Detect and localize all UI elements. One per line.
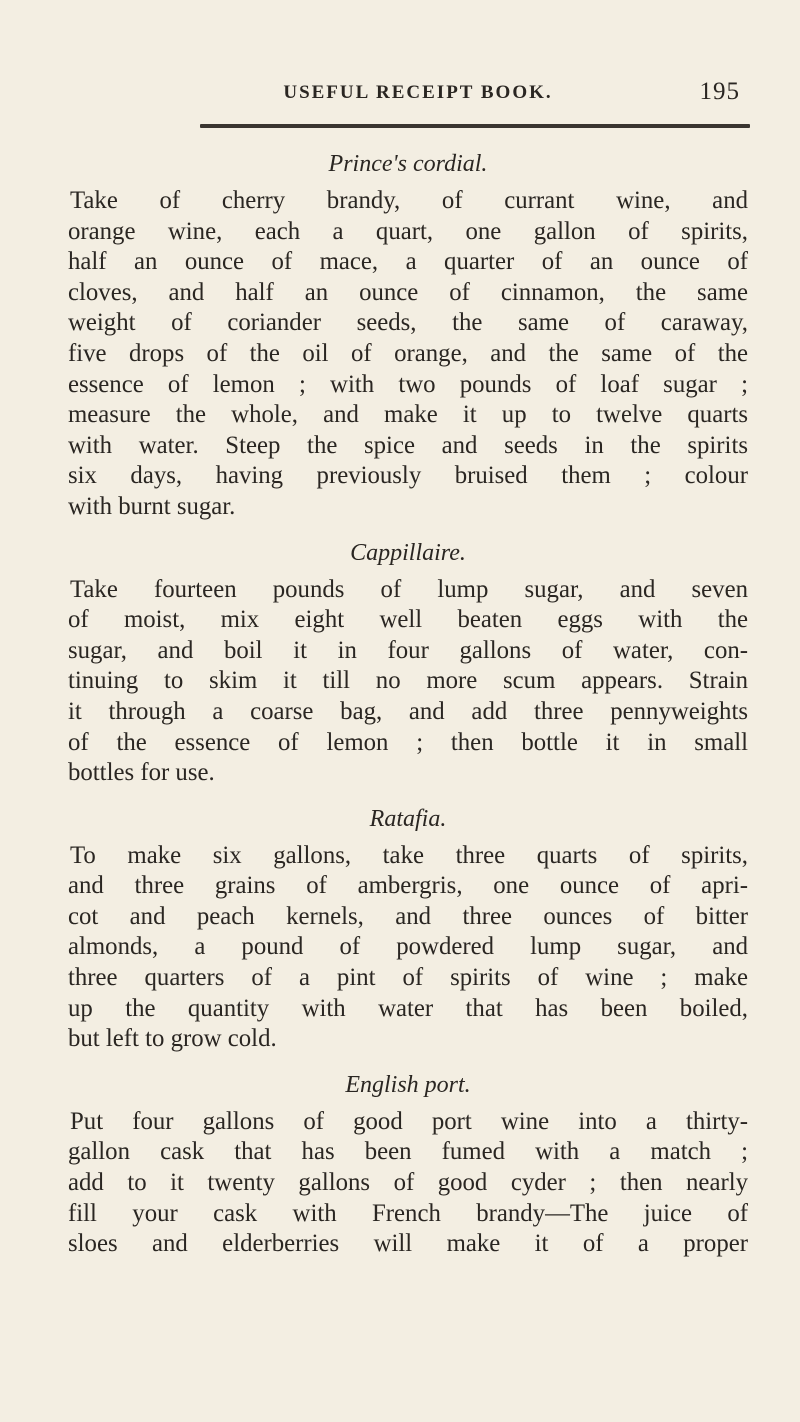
text-line: of moist, mix eight well beaten eggs with the [68,606,748,634]
text-line: gallon cask that has been fumed with a match ; [68,1138,748,1166]
text-line: three quarters of a pint of spirits of wine ; make [68,964,748,992]
recipe-heading: Prince's cordial. [328,151,488,177]
recipe-paragraph [68,841,748,1055]
recipe-section-cappillaire [68,537,748,789]
text-line: weight of coriander seeds, the same of caraway, [68,309,748,337]
text-line: bottles for use. [68,759,215,787]
recipe-paragraph [68,186,748,523]
text-line: Take of cherry brandy, of currant wine, and [70,187,748,214]
text-line: Put four gallons of good port wine into a thirty- [70,1107,748,1135]
text-line: and three grains of ambergris, one ounce of apri- [68,872,748,900]
text-line: almonds, a pound of powdered lump sugar, and [68,933,748,961]
text-line: sugar, and boil it in four gallons of water, con- [68,636,748,664]
text-line: cloves, and half an ounce of cinnamon, the same [68,278,748,306]
running-title: USEFUL RECEIPT BOOK. [283,82,553,103]
page-number: 195 [699,78,740,105]
recipe-section-english-port [68,1069,748,1260]
header-rule [200,124,750,128]
text-line: fill your cask with French brandy—The juice of [68,1199,748,1227]
text-line: six days, having previously bruised them ; colour [68,462,748,490]
recipe-heading: English port. [345,1071,471,1098]
text-line: up the quantity with water that has been boiled, [68,994,748,1022]
recipe-paragraph [68,575,748,789]
recipe-text [68,148,748,1274]
text-line: cot and peach kernels, and three ounces of bitter [68,902,748,930]
text-line: Take fourteen pounds of lump sugar, and seven [70,575,748,603]
text-line: measure the whole, and make it up to twelve quarts [68,401,748,429]
text-line: of the essence of lemon ; then bottle it in small [68,728,748,756]
text-line: with water. Steep the spice and seeds in the spirits [68,431,748,459]
text-line: add to it twenty gallons of good cyder ; then nearly [68,1169,748,1197]
text-line: sloes and elderberries will make it of a proper [68,1230,748,1258]
text-line: tinuing to skim it till no more scum appears. Strain [68,667,748,695]
text-line: it through a coarse bag, and add three pennyweights [68,697,748,725]
text-line: To make six gallons, take three quarts of spirits, [70,841,748,869]
text-line: but left to grow cold. [68,1025,277,1053]
recipe-heading: Cappillaire. [350,539,466,566]
text-line: with burnt sugar. [68,492,236,520]
text-line: orange wine, each a quart, one gallon of spirits, [68,217,748,245]
recipe-heading: Ratafia. [369,805,447,832]
running-head [68,78,768,118]
text-line: five drops of the oil of orange, and the same of the [68,339,748,367]
text-line: half an ounce of mace, a quarter of an ounce of [68,248,748,276]
recipe-section-princes-cordial [68,148,748,523]
text-line: essence of lemon ; with two pounds of loaf sugar ; [68,370,748,398]
recipe-paragraph [68,1107,748,1260]
recipe-section-ratafia [68,803,748,1055]
